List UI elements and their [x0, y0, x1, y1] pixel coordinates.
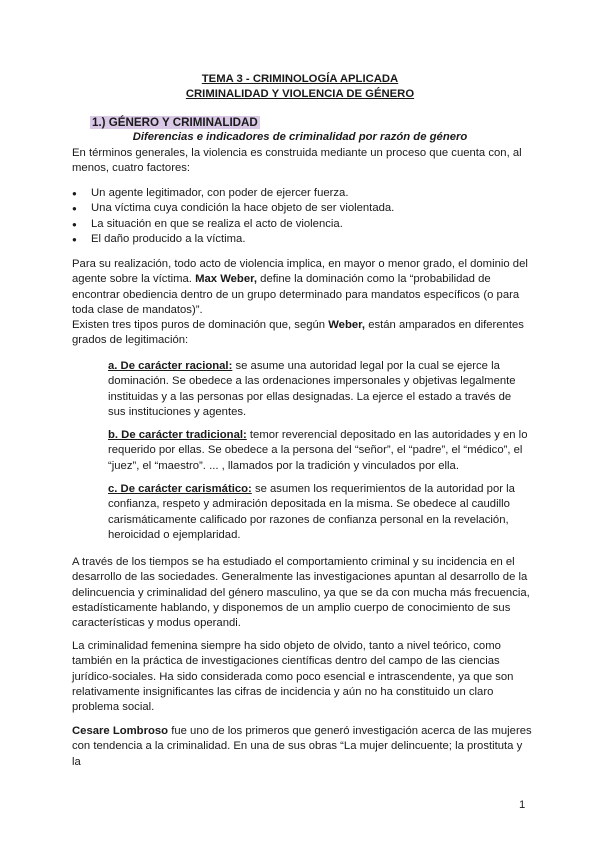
- document-title-line-1: TEMA 3 - CRIMINOLOGÍA APLICADA: [201, 73, 399, 85]
- list-item: ● La situación en que se realiza el acto de violencia.: [72, 217, 532, 232]
- domination-type-traditional: b. De carácter tradicional: temor reverencial depositado en las autoridades y en lo requerido por ellas. Se obedece a la persona del “señor”, el “padre”, el “médico”, el “juez”, el “maestro”. ... , llamados por la tradición y vinculados por ella.: [108, 429, 528, 472]
- section-number: 1.): [92, 116, 106, 129]
- section-title: GÉNERO Y CRIMINALIDAD: [108, 116, 258, 129]
- paragraph-criminal-behavior: A través de los tiempos se ha estudiado el comportamiento criminal y su incidencia en el desarrollo de las sociedades. Generalmente las investigaciones apuntan al desarrollo de la delincuencia y criminalidad del género masculino, ya que se da con mucha más frecuencia, estadísticamente hablando, y disponemos de un amplio cuerpo de conocimiento de sus características y modus operandi.: [72, 556, 530, 630]
- list-item: ● Un agente legitimador, con poder de ejercer fuerza.: [72, 186, 532, 201]
- document-title-line-2: CRIMINALIDAD Y VIOLENCIA DE GÉNERO: [185, 88, 415, 100]
- section-heading: [90, 116, 260, 129]
- paragraph-domination-types: Existen tres tipos puros de dominación que, según Weber, están amparados en diferentes grados de legitimación:: [72, 319, 524, 347]
- domination-type-rational: a. De carácter racional: se asume una autoridad legal por la cual se ejerce la dominación. Se obedece a las ordenaciones impersonales y objetivas legalmente instituidas y a las personas por ellas designadas. La ejerce el estado a través de sus instituciones y agentes.: [108, 360, 516, 418]
- domination-type-charismatic: c. De carácter carismático: se asumen los requerimientos de la autoridad por la confianza, respeto y admiración depositada en la misma. Se obedece al caudillo carismáticamente calificado por razones de confianza personal en la revelación, heroicidad o ejemplaridad.: [108, 483, 515, 541]
- author-name-weber: Max Weber,: [195, 273, 258, 286]
- author-name-lombroso: Cesare Lombroso: [72, 725, 169, 737]
- list-item: ● Una víctima cuya condición la hace objeto de ser violentada.: [72, 201, 532, 216]
- author-name-weber: Weber,: [328, 319, 366, 331]
- paragraph-female-criminality: La criminalidad femenina siempre ha sido objeto de olvido, tanto a nivel teórico, como también en la práctica de investigaciones científicas dentro del campo de las ciencias jurídico-sociales. Ha sido considerada como poco esencial e intrascendente, ya que son relativamente insignificantes las cifras de incidencia y aún no ha constituido un claro problema social.: [72, 640, 514, 714]
- page-number: 1: [519, 799, 526, 811]
- list-item: ● El daño producido a la víctima.: [72, 232, 532, 247]
- factor-list: [72, 186, 532, 247]
- paragraph-lombroso: Cesare Lombroso fue uno de los primeros que generó investigación acerca de las mujeres con tendencia a la criminalidad. En una de sus obras “La mujer delincuente; la prostituta y la: [72, 725, 532, 768]
- intro-paragraph: En términos generales, la violencia es construida mediante un proceso que cuenta con, al menos, cuatro factores:: [72, 147, 522, 175]
- paragraph-weber-definition: Para su realización, todo acto de violencia implica, en mayor o menor grado, el dominio del agente sobre la víctima. Max Weber, define la dominación como la “probabilidad de encontrar obediencia dentro de un grupo determinado para mandatos específicos (o para toda clase de mandatos)”.: [72, 258, 528, 316]
- section-subtitle: Diferencias e indicadores de criminalidad por razón de género: [132, 131, 468, 143]
